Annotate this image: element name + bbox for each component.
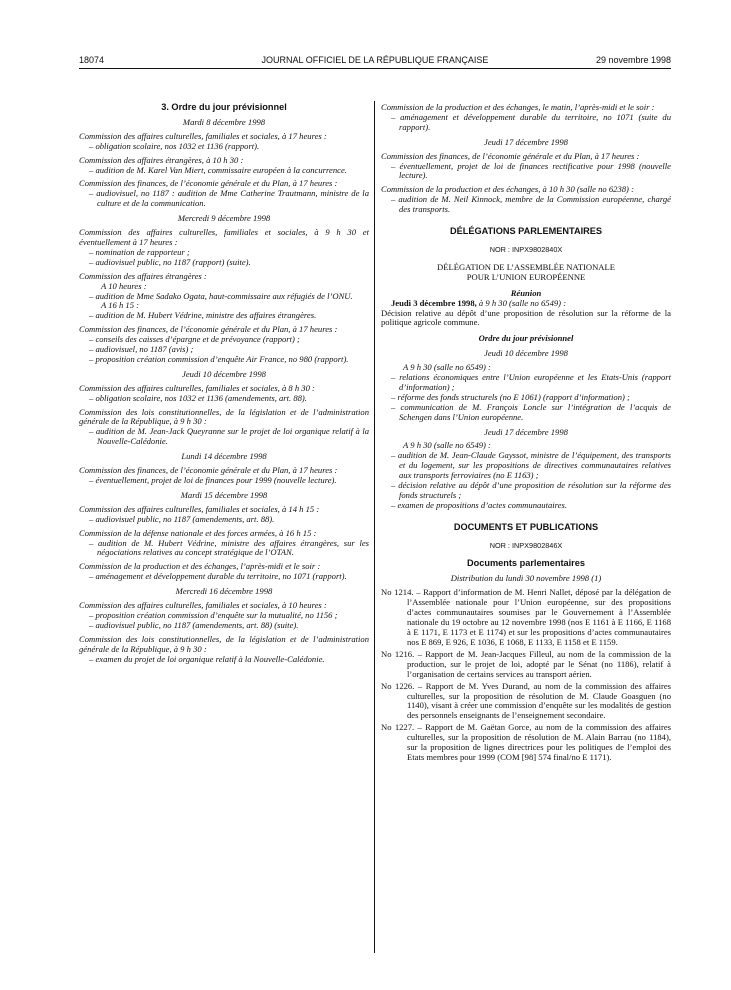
commission-line: Commission de la production et des échanges, à 10 h 30 (salle no 6238) : — [381, 184, 634, 195]
agenda-item: – examen du projet de loi organique relatif à la Nouvelle-Calédonie. — [89, 653, 325, 664]
agenda-block — [79, 179, 369, 209]
reunion-time: à 9 h 30 (salle no 6549) : — [476, 297, 567, 308]
agenda-item: – proposition création commission d’enquête sur la mutualité, no 1156 ; — [89, 609, 338, 620]
agenda-block — [79, 384, 369, 404]
day-heading: Jeudi 10 décembre 1998 — [182, 368, 266, 379]
agenda-item: – examen de propositions d’actes communautaires. — [391, 499, 567, 510]
agenda-item: – aménagement et développement durable du territoire, no 1071 (suite du rapport). — [391, 111, 671, 132]
report-entry: No 1226. – Rapport de M. Yves Durand, au nom de la commission des affaires culturelles, sur la proposition de résolution de M. Claude Goasguen (no 1140), visant à créer une commission d’enquête sur les modalités de gestion des personnels enseignants de l’enseignement secondaire. — [381, 680, 671, 721]
commission-line: Commission des affaires étrangères : — [79, 270, 207, 281]
agenda-block — [79, 466, 369, 486]
agenda-block — [79, 228, 369, 268]
agenda-item: – obligation scolaire, nos 1032 et 1136 (amendements, art. 88). — [89, 392, 307, 403]
distribution-line: Distribution du lundi 30 novembre 1998 (1) — [450, 572, 602, 583]
column-divider — [374, 101, 375, 953]
agenda-block — [79, 505, 369, 525]
commission-line: Commission des affaires étrangères, à 10 h 30 : — [79, 154, 244, 165]
agenda-item: – audition de M. Jean-Jack Queyranne sur le projet de loi organique relatif à la Nouvelle-Calédonie. — [89, 426, 369, 447]
commission-line: Commission des finances, de l’économie générale et du Plan, à 17 heures : — [79, 324, 338, 335]
agenda-item: – audiovisuel public, no 1187 (rapport) (suite). — [89, 256, 251, 267]
reunion-text: Décision relative au dépôt d’une proposition de résolution sur la réforme de la politique agricole commune. — [381, 307, 671, 328]
day-heading: Jeudi 10 décembre 1998 — [484, 348, 568, 359]
agenda-item: – aménagement et développement durable du territoire, no 1071 (rapport). — [89, 571, 347, 582]
commission-line: Commission des finances, de l’économie générale et du Plan, à 17 heures : — [79, 178, 338, 189]
agenda-item: – audiovisuel, no 1187 (avis) ; — [89, 344, 194, 355]
agenda-item: – audition de M. Neil Kinnock, membre de la Commission européenne, chargé des transports. — [391, 194, 671, 215]
reunion-heading: Réunion — [510, 287, 542, 298]
commission-line: Commission des affaires culturelles, familiales et sociales, à 8 h 30 : — [79, 382, 315, 393]
agenda-item: – audiovisuel, no 1187 : audition de Mme Catherine Trautmann, ministre de la culture et de la communication. — [89, 188, 369, 209]
delegations-heading: DÉLÉGATIONS PARLEMENTAIRES — [449, 226, 603, 237]
agenda-block — [79, 562, 369, 582]
agenda-item: – audiovisuel public, no 1187 (amendements, art. 88). — [89, 513, 275, 524]
delegation-name: POUR L’UNION EUROPÉENNE — [466, 271, 586, 282]
commission-line: Commission de la production et des échanges, l’après-midi et le soir : — [79, 561, 321, 572]
agenda-item: – audition de M. Jean-Claude Gayssot, ministre de l’équipement, des transports et du logement, sur les propositions de directives communautaires relatives aux transports ferroviaires (no E 1163) ; — [391, 450, 671, 481]
agenda-block — [79, 601, 369, 631]
agenda-item: – audiovisuel public, no 1187 (amendements, art. 88) (suite). — [89, 619, 299, 630]
issue-date: 29 novembre 1998 — [595, 55, 671, 65]
documents-subheading: Documents parlementaires — [467, 557, 585, 568]
time-line: A 16 h 15 : — [101, 300, 140, 311]
left-column — [79, 103, 369, 669]
commission-line: Commission des lois constitutionnelles, de la législation et de l’administration générale de la République, à 9 h 30 : — [79, 633, 369, 654]
agenda-item: – obligation scolaire, nos 1032 et 1136 (rapport). — [89, 140, 260, 151]
agenda-item: – proposition création commission d’enquête Air France, no 980 (rapport). — [89, 353, 349, 364]
day-heading: Mercredi 9 décembre 1998 — [177, 213, 271, 224]
page-number: 18074 — [79, 55, 105, 65]
agenda-item: – éventuellement, projet de loi de finances rectificative pour 1998 (nouvelle lecture). — [391, 160, 671, 181]
documents-heading: DOCUMENTS ET PUBLICATIONS — [453, 521, 599, 532]
nor-reference: NOR : INPX9802840X — [489, 244, 563, 254]
agenda-item: – conseils des caisses d’épargne et de prévoyance (rapport) ; — [89, 334, 300, 345]
agenda-item: – audition de M. Hubert Védrine, ministre des affaires étrangères, sur les négociations relatives au concept stratégique de l’OTAN. — [89, 537, 369, 558]
agenda-item: – communication de M. François Loncle sur l’intégration de l’acquis de Schengen dans l’Union européenne. — [391, 401, 671, 422]
agenda-block — [79, 156, 369, 176]
agenda-item: – éventuellement, projet de loi de finances pour 1999 (nouvelle lecture). — [89, 475, 337, 485]
report-entry: No 1214. – Rapport d’information de M. Henri Nallet, déposé par la délégation de l’Assemblée nationale pour l’Union européenne, sur des propositions d’actes communautaires soumises par le Gouvernement à l’Assemblée nationale du 19 octobre au 12 novembre 1998 (nos E 1161 à E 1166, E 1168 à E 1171, E 1173 et E 1174) et sur les propositions d’actes communautaires nos E 869, E 926, E 1036, E 1068, E 1133, E 1158 et E 1159. — [381, 587, 671, 647]
agenda-block — [381, 363, 671, 422]
agenda-block — [79, 635, 369, 665]
agenda-item: – relations économiques entre l’Union européenne et les Etats-Unis (rapport d’information) ; — [391, 372, 671, 392]
time-line: A 9 h 30 (salle no 6549) : — [403, 362, 491, 373]
day-heading: Mardi 15 décembre 1998 — [180, 489, 268, 500]
commission-line: Commission des affaires culturelles, familiales et sociales, à 10 heures : — [79, 600, 327, 611]
agenda-block — [79, 408, 369, 448]
agenda-item: – nomination de rapporteur ; — [89, 246, 190, 257]
agenda-block — [79, 132, 369, 152]
agenda-item: – décision relative au dépôt d’une proposition de résolution sur la réforme des fonds structurels ; — [391, 480, 671, 500]
agenda-block — [381, 103, 671, 133]
commission-line: Commission des affaires culturelles, familiales et sociales, à 14 h 15 : — [79, 503, 320, 514]
commission-line: Commission des affaires culturelles, familiales et sociales, à 17 heures : — [79, 130, 327, 141]
day-heading: Jeudi 17 décembre 1998 — [484, 136, 568, 147]
agenda-block — [79, 325, 369, 365]
agenda-block — [381, 152, 671, 182]
time-line: A 9 h 30 (salle no 6549) : — [403, 440, 491, 451]
agenda-item: – réforme des fonds structurels (no E 1061) (rapport d’information) ; — [391, 391, 630, 402]
right-column — [381, 103, 671, 765]
agenda-block — [381, 185, 671, 215]
commission-line: Commission de la défense nationale et des forces armées, à 16 h 15 : — [79, 527, 317, 538]
commission-line: Commission des finances, de l’économie générale et du Plan, à 17 heures : — [79, 465, 338, 476]
page-header — [79, 55, 671, 69]
day-heading: Mercredi 16 décembre 1998 — [175, 586, 273, 597]
reunion-date: Jeudi 3 décembre 1998, — [391, 297, 477, 308]
agenda-block — [79, 272, 369, 322]
agenda-block — [79, 529, 369, 559]
day-heading: Jeudi 17 décembre 1998 — [484, 426, 568, 437]
report-entry: No 1216. – Rapport de M. Jean-Jacques Filleul, au nom de la commission de la production, sur le projet de loi, adopté par le Sénat (no 1186), relatif à l’organisation de certains services au transport aérien. — [381, 648, 671, 679]
journal-title: JOURNAL OFFICIEL DE LA RÉPUBLIQUE FRANÇAISE — [261, 55, 489, 65]
time-line: A 10 heures : — [101, 280, 147, 291]
nor-reference: NOR : INPX9802846X — [489, 540, 563, 550]
agenda-block — [381, 441, 671, 510]
agenda-subheading: Ordre du jour prévisionnel — [478, 333, 574, 344]
agenda-item: – audition de Mme Sadako Ogata, haut-commissaire aux réfugiés de l’ONU. — [89, 290, 353, 301]
agenda-item: – audition de M. Karel Van Miert, commissaire européen à la concurrence. — [89, 164, 347, 175]
day-heading: Lundi 14 décembre 1998 — [181, 451, 267, 462]
agenda-item: – audition de M. Hubert Védrine, ministre des affaires étrangères. — [89, 310, 317, 321]
section-title: 3. Ordre du jour prévisionnel — [161, 102, 287, 112]
commission-line: Commission des affaires culturelles, familiales et sociales, à 9 h 30 et éventuellement à 17 heures : — [79, 227, 369, 247]
delegation-name: DÉLÉGATION DE L’ASSEMBLÉE NATIONALE — [437, 261, 615, 272]
commission-line: Commission de la production et des échanges, le matin, l’après-midi et le soir : — [381, 102, 655, 112]
commission-line: Commission des finances, de l’économie générale et du Plan, à 17 heures : — [381, 150, 640, 161]
day-heading: Mardi 8 décembre 1998 — [182, 116, 266, 127]
reunion-line — [381, 299, 671, 309]
commission-line: Commission des lois constitutionnelles, de la législation et de l’administration générale de la République, à 9 h 30 : — [79, 406, 369, 427]
header-rule — [79, 68, 671, 69]
report-entry: No 1227. – Rapport de M. Gaëtan Gorce, au nom de la commission des affaires culturelles, sur la proposition de résolution de M. Alain Barrau (no 1184), sur la proposition de lignes directrices pour les politiques de l’emploi des Etats membres pour 1999 (COM [98] 574 final/no E 1171). — [381, 722, 671, 762]
